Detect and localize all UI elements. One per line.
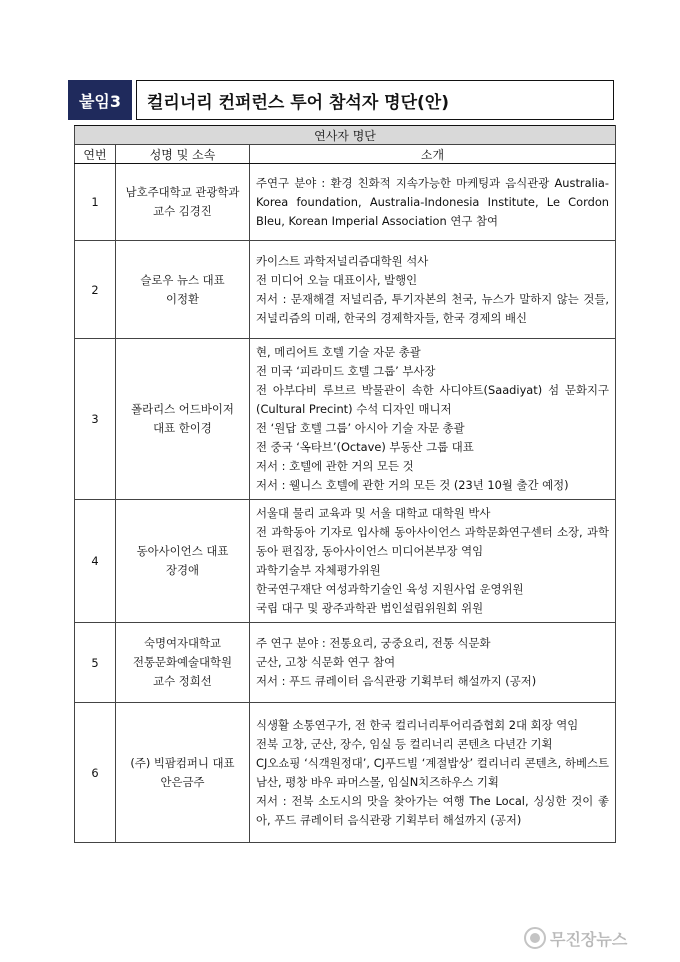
speaker-intro <box>250 339 616 500</box>
row-number: 6 <box>75 703 116 843</box>
row-number: 5 <box>75 623 116 703</box>
name-line: 슬로우 뉴스 대표 <box>140 272 225 287</box>
speaker-intro <box>250 703 616 843</box>
table-row <box>75 339 616 500</box>
name-line: 교수 김경진 <box>153 204 212 218</box>
intro-line: 전 아부다비 루브르 박물관이 속한 사디야트(Saadiyat) 섬 문화지구(Cultural Precint) 수석 디자인 매니저 <box>256 383 610 416</box>
news-logo-icon <box>524 927 546 949</box>
name-line: 숙명여자대학교 <box>143 636 222 650</box>
intro-line: 카이스트 과학저널리즘대학원 석사 <box>256 253 429 268</box>
speaker-intro <box>250 623 616 703</box>
column-header-name: 성명 및 소속 <box>116 145 250 164</box>
table-row <box>75 164 616 241</box>
row-number: 2 <box>75 241 116 339</box>
intro-line: CJ오쇼핑 ‘식객원정대’, CJ푸드빌 ‘계절밥상’ 컬리너리 콘텐츠, 하베스트 남산, 평창 바우 파머스몰, 임실N치즈하우스 기획 <box>256 755 610 789</box>
table-row <box>75 500 616 623</box>
column-header-number: 연번 <box>75 145 116 164</box>
intro-line: 전 중국 ‘옥타브’(Octave) 부동산 그룹 대표 <box>256 440 474 454</box>
speaker-name <box>116 241 250 339</box>
name-line: (주) 빅팜컴퍼니 대표 <box>130 755 235 770</box>
watermark <box>524 921 674 955</box>
table-row <box>75 623 616 703</box>
intro-line: 주 연구 분야 : 전통요리, 궁중요리, 전통 식문화 <box>256 636 491 650</box>
table-row <box>75 703 616 843</box>
speaker-name <box>116 500 250 623</box>
intro-line: 저서 : 문재해결 저널리즘, 투기자본의 천국, 뉴스가 말하지 않는 것들, 저널리즘의 미래, 한국의 경제학자들, 한국 경제의 배신 <box>256 291 610 325</box>
speaker-name <box>116 703 250 843</box>
row-number: 4 <box>75 500 116 623</box>
intro-line: 전 미국 ‘피라미드 호텔 그룹’ 부사장 <box>256 364 436 378</box>
intro-line: 국립 대구 및 광주과학관 법인설립위원회 위원 <box>256 601 484 615</box>
name-line: 동아사이언스 대표 <box>136 544 229 558</box>
intro-line: 저서 : 웰니스 호텔에 관한 거의 모든 것 (23년 10월 출간 예정) <box>256 478 569 492</box>
table-row <box>75 241 616 339</box>
intro-line: 현, 메리어트 호텔 기술 자문 총괄 <box>256 345 421 359</box>
document-header <box>68 80 614 120</box>
intro-line: 저서 : 전북 소도시의 맛을 찾아가는 여행 The Local, 싱싱한 것이 좋아, 푸드 큐레이터 음식관광 기획부터 해설까지 (공저) <box>256 793 610 827</box>
intro-line: 전 ‘원답 호텔 그룹’ 아시아 기술 자문 총괄 <box>256 421 465 435</box>
name-line: 폴라리스 어드바이저 <box>131 402 234 416</box>
intro-line: 과학기술부 자체평가위원 <box>256 563 381 577</box>
speaker-intro <box>250 500 616 623</box>
intro-line: 저서 : 푸드 큐레이터 음식관광 기획부터 해설까지 (공저) <box>256 674 537 688</box>
speaker-table <box>74 125 616 843</box>
intro-line: 군산, 고창 식문화 연구 참여 <box>256 655 396 669</box>
intro-line: 전북 고창, 군산, 장수, 임실 등 컬리너리 콘텐츠 다년간 기획 <box>256 736 553 751</box>
name-line: 장경애 <box>165 563 199 577</box>
row-number: 1 <box>75 164 116 241</box>
table-group-header: 연사자 명단 <box>75 126 616 145</box>
attachment-badge: 붙임3 <box>68 80 132 120</box>
intro-line: 식생활 소통연구가, 전 한국 컬리너리투어리즘협회 2대 회장 역임 <box>256 717 579 732</box>
column-header-intro: 소개 <box>250 145 616 164</box>
intro-line: 주연구 분야 : 환경 친화적 지속가능한 마케팅과 음식관광 Australia-Korea foundation, Australia-Indonesia Institute, Le Cordon Bleu, Korean Imperial Association 연구 참여 <box>256 175 610 228</box>
speaker-name <box>116 339 250 500</box>
intro-line: 서울대 물리 교육과 및 서울 대학교 대학원 박사 <box>256 506 491 520</box>
speaker-intro <box>250 164 616 241</box>
name-line: 교수 정희선 <box>153 674 212 688</box>
watermark-text: 무진장뉴스 <box>550 929 628 949</box>
intro-line: 한국연구재단 여성과학기술인 육성 지원사업 운영위원 <box>256 582 524 596</box>
name-line: 남호주대학교 관광학과 <box>125 185 240 199</box>
name-line: 전통문화예술대학원 <box>132 655 233 669</box>
document-title: 컬리너리 컨퍼런스 투어 참석자 명단(안) <box>136 80 614 120</box>
speaker-name <box>116 164 250 241</box>
intro-line: 전 과학동아 기자로 입사해 동아사이언스 과학문화연구센터 소장, 과학동아 편집장, 동아사이언스 미디어본부장 역임 <box>256 525 610 558</box>
row-number: 3 <box>75 339 116 500</box>
name-line: 이정환 <box>165 291 199 306</box>
name-line: 대표 한이경 <box>153 421 212 435</box>
speaker-name <box>116 623 250 703</box>
speaker-intro <box>250 241 616 339</box>
intro-line: 전 미디어 오늘 대표이사, 발행인 <box>256 272 418 287</box>
name-line: 안은금주 <box>160 774 205 789</box>
intro-line: 저서 : 호텔에 관한 거의 모든 것 <box>256 459 414 473</box>
